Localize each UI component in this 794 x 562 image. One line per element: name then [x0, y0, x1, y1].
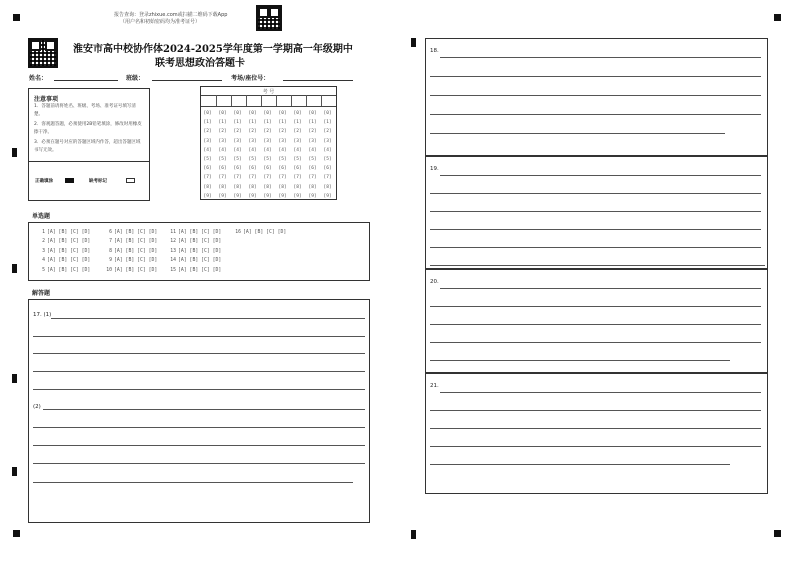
answer-line: [51, 318, 365, 319]
mcq-option-bubbles[interactable]: [A] [B] [C] [D]: [47, 258, 91, 264]
exam-digit-bubble[interactable]: [4]: [233, 147, 242, 153]
exam-digit-write-cell[interactable]: [321, 96, 336, 106]
class-label: 班级：: [126, 75, 145, 82]
notice-item: 2．客观题答题，必须使用2B铅笔填涂，修改时用橡皮擦干净。: [34, 122, 142, 135]
mcq-question-row[interactable]: [168, 249, 221, 254]
answer-line: [33, 463, 365, 464]
answer-line: [33, 353, 365, 354]
answer-line: [430, 306, 761, 307]
answer-line: [430, 114, 761, 115]
exam-digit-bubble[interactable]: [5]: [323, 157, 332, 162]
exam-digit-bubble[interactable]: [4]: [203, 147, 212, 153]
mcq-option-bubbles[interactable]: [A] [B] [C] [D]: [243, 230, 287, 235]
exam-digit-bubble[interactable]: [1]: [323, 120, 332, 126]
exam-digit-bubble[interactable]: [8]: [233, 184, 242, 190]
exam-digit-bubble[interactable]: [1]: [293, 120, 302, 126]
seat-field[interactable]: [283, 80, 353, 81]
mcq-question-number: 9: [109, 258, 112, 264]
exam-digit-bubble[interactable]: [7]: [278, 175, 287, 181]
exam-digit-bubble[interactable]: [1]: [308, 120, 317, 126]
exam-digit-bubble[interactable]: [6]: [203, 166, 212, 172]
exam-digit-bubble[interactable]: [2]: [293, 129, 302, 135]
answer-line: [33, 371, 365, 372]
mcq-question-row[interactable]: [168, 268, 221, 273]
answer-line: [430, 360, 730, 361]
exam-digit-bubble[interactable]: [9]: [218, 193, 227, 199]
mcq-option-bubbles[interactable]: [A] [B] [C] [D]: [178, 230, 222, 235]
answer-line: [440, 175, 761, 176]
answer-line: [440, 57, 761, 58]
mcq-question-row[interactable]: [37, 239, 90, 244]
exam-digit-bubble[interactable]: [4]: [263, 147, 272, 153]
exam-digit-bubble[interactable]: [9]: [323, 193, 332, 199]
mcq-option-bubbles[interactable]: [A] [B] [C] [D]: [178, 258, 222, 264]
mcq-question-row[interactable]: [37, 249, 90, 254]
exam-digit-bubble[interactable]: [1]: [218, 120, 227, 126]
answer-line: [430, 265, 765, 266]
exam-digit-bubble[interactable]: [6]: [248, 166, 257, 172]
exam-digit-bubble[interactable]: [1]: [248, 120, 257, 126]
mcq-question-number: 10: [106, 267, 112, 273]
name-field[interactable]: [54, 80, 118, 81]
exam-digit-bubble[interactable]: [5]: [203, 157, 212, 162]
notice-box: [28, 88, 150, 201]
notice-item: 1．答题前请将姓名、班级、考场、准考证号填写清楚。: [34, 104, 136, 117]
mcq-option-bubbles[interactable]: [A] [B] [C] [D]: [114, 239, 158, 245]
mcq-option-bubbles[interactable]: [A] [B] [C] [D]: [114, 267, 158, 273]
exam-digit-bubble[interactable]: [8]: [323, 184, 332, 190]
q18-answer-box[interactable]: [425, 38, 768, 156]
answer-line: [430, 324, 761, 325]
exam-digit-bubble[interactable]: [7]: [263, 175, 272, 181]
exam-digit-bubble[interactable]: [6]: [308, 166, 317, 172]
answer-line: [430, 229, 761, 230]
exam-digit-write-cell[interactable]: [276, 96, 291, 106]
mcq-option-bubbles[interactable]: [A] [B] [C] [D]: [47, 267, 91, 273]
exam-digit-bubble[interactable]: [0]: [323, 111, 332, 116]
q19-answer-box[interactable]: [425, 156, 768, 269]
positioning-mark: [13, 14, 20, 21]
missing-mark-box[interactable]: [126, 178, 135, 183]
exam-digit-bubble[interactable]: [3]: [323, 138, 332, 144]
exam-digit-bubble[interactable]: [8]: [263, 184, 272, 190]
exam-digit-write-cell[interactable]: [306, 96, 321, 106]
mcq-question-number: 14: [170, 258, 176, 264]
mcq-question-row[interactable]: [37, 230, 90, 235]
mcq-question-row[interactable]: [37, 258, 90, 263]
exam-digit-write-cell[interactable]: [231, 96, 246, 106]
exam-digit-write-cell[interactable]: [291, 96, 306, 106]
page-title: 淮安市高中校协作体2024-2025学年度第一学期高一年级期中: [73, 44, 353, 55]
answer-line: [430, 133, 725, 134]
positioning-mark: [13, 530, 20, 537]
missing-label: 缺考标记: [89, 179, 107, 184]
exam-digit-bubble[interactable]: [8]: [308, 184, 317, 190]
exam-digit-bubble[interactable]: [9]: [233, 193, 242, 199]
exam-digit-bubble[interactable]: [0]: [233, 111, 242, 116]
answer-line: [33, 445, 365, 446]
answer-line: [33, 482, 353, 483]
mcq-question-row[interactable]: [168, 230, 221, 235]
exam-digit-bubble[interactable]: [2]: [278, 129, 287, 135]
exam-digit-bubble[interactable]: [7]: [248, 175, 257, 181]
mcq-question-number: 1: [42, 230, 45, 235]
exam-digit-bubble[interactable]: [5]: [263, 157, 272, 162]
name-label: 姓名：: [29, 75, 48, 82]
exam-number-header: 考 号: [262, 89, 275, 95]
timing-mark: [12, 467, 17, 476]
answer-line: [430, 95, 761, 96]
exam-digit-bubble[interactable]: [4]: [293, 147, 302, 153]
mcq-option-bubbles[interactable]: [A] [B] [C] [D]: [178, 267, 222, 273]
exam-digit-bubble[interactable]: [2]: [233, 129, 242, 135]
answer-line: [33, 336, 365, 337]
answer-line: [430, 428, 761, 429]
exam-digit-bubble[interactable]: [0]: [278, 111, 287, 116]
timing-mark: [411, 38, 416, 47]
q18-number: 18.: [430, 48, 439, 54]
exam-digit-bubble[interactable]: [0]: [248, 111, 257, 116]
answer-line: [440, 288, 761, 289]
answer-line: [43, 409, 365, 410]
exam-digit-bubble[interactable]: [2]: [248, 129, 257, 135]
correct-fill-label: 正确填涂: [35, 179, 53, 184]
exam-digit-bubble[interactable]: [9]: [203, 193, 212, 199]
correct-fill-sample: [65, 178, 74, 183]
exam-digit-bubble[interactable]: [8]: [248, 184, 257, 190]
notice-divider: [29, 161, 149, 162]
exam-digit-bubble[interactable]: [9]: [308, 193, 317, 199]
timing-mark: [12, 148, 17, 157]
q20-answer-box[interactable]: [425, 269, 768, 373]
exam-digit-bubble[interactable]: [8]: [203, 184, 212, 190]
mcq-question-number: 12: [170, 239, 176, 245]
exam-digit-bubble[interactable]: [3]: [308, 138, 317, 144]
mcq-question-number: 11: [170, 230, 176, 235]
exam-digit-bubble[interactable]: [6]: [263, 166, 272, 172]
exam-digit-bubble[interactable]: [0]: [203, 111, 212, 116]
login-hint-line: （用户名和初始密码均为准考证号）: [120, 19, 201, 25]
mcq-option-bubbles[interactable]: [A] [B] [C] [D]: [114, 230, 158, 235]
mcq-question-number: 15: [170, 267, 176, 273]
mcq-question-number: 16: [235, 230, 241, 235]
exam-number-grid: [200, 86, 337, 200]
essay-heading: 解答题: [32, 290, 51, 297]
notice-heading: 注意事项: [34, 96, 59, 103]
exam-digit-bubble[interactable]: [4]: [308, 147, 317, 153]
exam-digit-bubble[interactable]: [6]: [293, 166, 302, 172]
exam-digit-bubble[interactable]: [0]: [308, 111, 317, 116]
exam-digit-bubble[interactable]: [5]: [233, 157, 242, 162]
mcq-option-bubbles[interactable]: [A] [B] [C] [D]: [47, 230, 91, 235]
exam-digit-bubble[interactable]: [3]: [278, 138, 287, 144]
exam-digit-write-cell[interactable]: [216, 96, 231, 106]
exam-digit-bubble[interactable]: [5]: [248, 157, 257, 162]
exam-digit-bubble[interactable]: [5]: [218, 157, 227, 162]
exam-digit-bubble[interactable]: [0]: [293, 111, 302, 116]
answer-line: [430, 464, 730, 465]
mcq-option-bubbles[interactable]: [A] [B] [C] [D]: [114, 248, 158, 254]
exam-digit-bubble[interactable]: [0]: [263, 111, 272, 116]
exam-digit-bubble[interactable]: [6]: [323, 166, 332, 172]
exam-digit-bubble[interactable]: [9]: [263, 193, 272, 199]
q17-number: 17. (1): [33, 312, 52, 318]
exam-digit-bubble[interactable]: [9]: [248, 193, 257, 199]
exam-digit-bubble[interactable]: [7]: [218, 175, 227, 181]
exam-digit-bubble[interactable]: [2]: [203, 129, 212, 135]
exam-digit-bubble[interactable]: [6]: [218, 166, 227, 172]
answer-line: [430, 76, 761, 77]
exam-digit-bubble[interactable]: [4]: [278, 147, 287, 153]
mcq-heading: 单选题: [32, 213, 51, 220]
mcq-option-bubbles[interactable]: [A] [B] [C] [D]: [47, 239, 91, 245]
q21-number: 21.: [430, 383, 439, 389]
exam-digit-bubble[interactable]: [4]: [218, 147, 227, 153]
exam-digit-bubble[interactable]: [6]: [278, 166, 287, 172]
mcq-question-number: 5: [42, 267, 45, 273]
exam-digit-bubble[interactable]: [7]: [203, 175, 212, 181]
answer-line: [440, 392, 761, 393]
timing-mark: [12, 374, 17, 383]
mcq-question-number: 8: [109, 248, 112, 254]
mcq-question-row[interactable]: [233, 230, 286, 235]
mcq-question-row[interactable]: [104, 230, 157, 235]
notice-item: 3．必须在题号对应的答题区域内作答，超出答题区域书写无效。: [34, 140, 141, 153]
exam-digit-write-cell[interactable]: [201, 96, 216, 106]
exam-digit-bubble[interactable]: [8]: [278, 184, 287, 190]
seat-label: 考场/座位号：: [231, 75, 270, 82]
mcq-option-bubbles[interactable]: [A] [B] [C] [D]: [47, 248, 91, 254]
exam-digit-bubble[interactable]: [4]: [248, 147, 257, 153]
positioning-mark: [774, 14, 781, 21]
exam-digit-bubble[interactable]: [7]: [233, 175, 242, 181]
answer-line: [33, 427, 365, 428]
grid-divider: [201, 106, 336, 107]
exam-digit-bubble[interactable]: [5]: [308, 157, 317, 162]
exam-digit-bubble[interactable]: [1]: [233, 120, 242, 126]
answer-line: [430, 193, 761, 194]
exam-digit-bubble[interactable]: [2]: [323, 129, 332, 135]
mcq-question-row[interactable]: [168, 258, 221, 263]
mcq-question-row[interactable]: [168, 239, 221, 244]
timing-mark: [12, 264, 17, 273]
answer-line: [430, 410, 761, 411]
q21-answer-box[interactable]: [425, 373, 768, 494]
exam-digit-bubble[interactable]: [3]: [263, 138, 272, 144]
mcq-question-number: 7: [109, 239, 112, 245]
mcq-question-number: 6: [109, 230, 112, 235]
exam-digit-bubble[interactable]: [7]: [308, 175, 317, 181]
timing-mark: [411, 530, 416, 539]
mcq-question-number: 13: [170, 248, 176, 254]
q19-number: 19.: [430, 166, 439, 172]
exam-digit-bubble[interactable]: [5]: [293, 157, 302, 162]
mcq-question-row[interactable]: [37, 268, 90, 273]
answer-line: [430, 342, 761, 343]
exam-digit-bubble[interactable]: [1]: [203, 120, 212, 126]
mcq-question-number: 2: [42, 239, 45, 245]
exam-digit-bubble[interactable]: [9]: [293, 193, 302, 199]
mcq-box: [28, 222, 370, 281]
q17-answer-box[interactable]: [28, 299, 370, 523]
report-info-line: 报告查询：登录zhixue.com或扫描二维码下载App: [114, 12, 228, 18]
page-subtitle: 联考思想政治答题卡: [155, 58, 245, 69]
exam-digit-bubble[interactable]: [8]: [293, 184, 302, 190]
app-qr-code-icon: [256, 5, 282, 31]
exam-digit-bubble[interactable]: [1]: [278, 120, 287, 126]
card-qr-code-icon: [28, 38, 58, 68]
mcq-question-row[interactable]: [104, 258, 157, 263]
exam-digit-bubble[interactable]: [3]: [293, 138, 302, 144]
exam-digit-bubble[interactable]: [3]: [203, 138, 212, 144]
exam-digit-bubble[interactable]: [7]: [323, 175, 332, 181]
exam-digit-bubble[interactable]: [9]: [278, 193, 287, 199]
mcq-option-bubbles[interactable]: [A] [B] [C] [D]: [178, 239, 222, 245]
answer-line: [430, 211, 761, 212]
exam-digit-bubble[interactable]: [2]: [308, 129, 317, 135]
exam-digit-bubble[interactable]: [4]: [323, 147, 332, 153]
exam-digit-write-cell[interactable]: [261, 96, 276, 106]
positioning-mark: [774, 530, 781, 537]
exam-digit-bubble[interactable]: [2]: [218, 129, 227, 135]
exam-digit-bubble[interactable]: [3]: [248, 138, 257, 144]
exam-digit-bubble[interactable]: [6]: [233, 166, 242, 172]
exam-digit-bubble[interactable]: [1]: [263, 120, 272, 126]
q17-sub2-label: (2): [33, 404, 41, 410]
mcq-question-row[interactable]: [104, 249, 157, 254]
exam-digit-write-cell[interactable]: [246, 96, 261, 106]
class-field[interactable]: [152, 80, 222, 81]
mcq-option-bubbles[interactable]: [A] [B] [C] [D]: [114, 258, 158, 264]
q20-number: 20.: [430, 279, 439, 285]
mcq-question-number: 3: [42, 248, 45, 254]
exam-digit-bubble[interactable]: [3]: [233, 138, 242, 144]
mcq-question-number: 4: [42, 258, 45, 264]
answer-line: [33, 389, 365, 390]
mcq-option-bubbles[interactable]: [A] [B] [C] [D]: [178, 248, 222, 254]
exam-digit-bubble[interactable]: [0]: [218, 111, 227, 116]
exam-digit-bubble[interactable]: [7]: [293, 175, 302, 181]
answer-line: [430, 446, 761, 447]
answer-line: [430, 247, 761, 248]
exam-digit-bubble[interactable]: [2]: [263, 129, 272, 135]
exam-digit-bubble[interactable]: [3]: [218, 138, 227, 144]
mcq-question-row[interactable]: [104, 239, 157, 244]
exam-digit-bubble[interactable]: [8]: [218, 184, 227, 190]
mcq-question-row[interactable]: [104, 268, 157, 273]
exam-digit-bubble[interactable]: [5]: [278, 157, 287, 162]
